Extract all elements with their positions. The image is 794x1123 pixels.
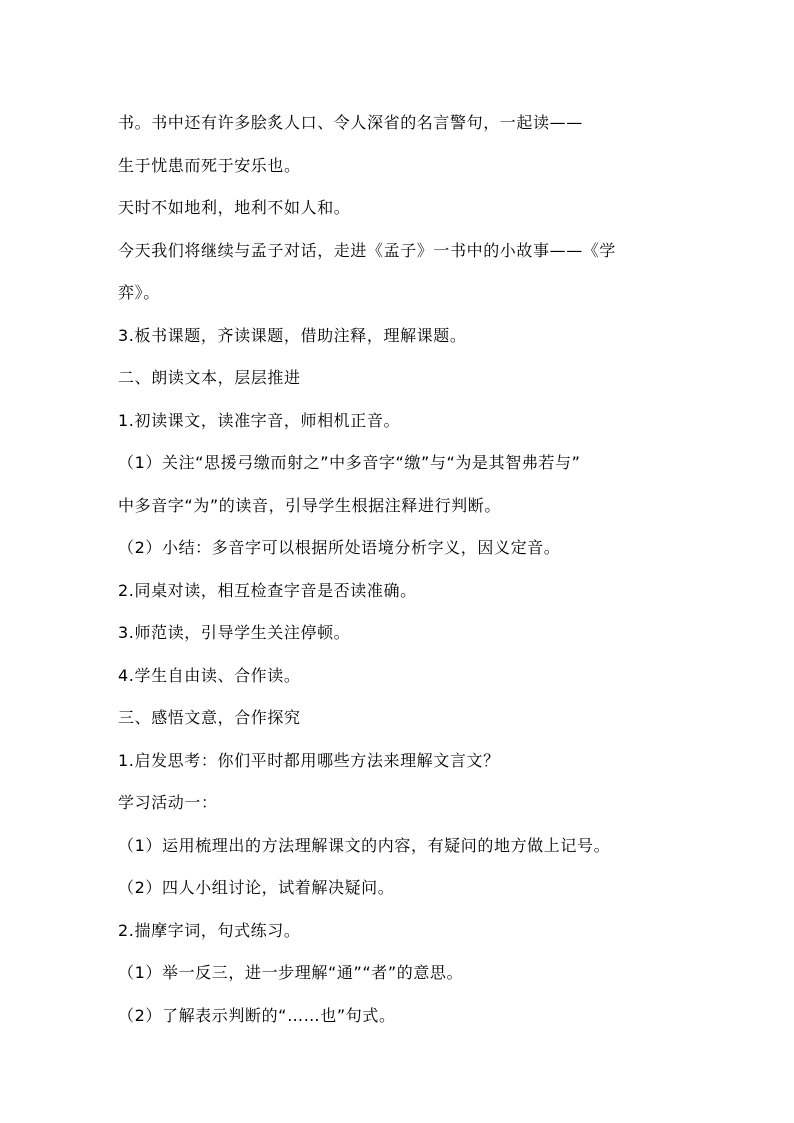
text-line: 书。书中还有许多脍炙人口、令人深省的名言警句，一起读—— (118, 113, 583, 132)
sub-step: （2）四人小组讨论，试着解决疑问。 (118, 878, 395, 897)
activity-heading: 学习活动一： (118, 793, 218, 812)
text-line: 生于忧患而死于安乐也。 (118, 155, 301, 175)
numbered-step: 1.初读课文，读准字音，师相机正音。 (118, 410, 401, 430)
numbered-step: 4.学生自由读、合作读。 (118, 665, 301, 685)
sub-step: （1）运用梳理出的方法理解课文的内容，有疑问的地方做上记号。 (118, 835, 611, 855)
numbered-step: 3.板书课题，齐读课题，借助注释，理解课题。 (118, 325, 467, 345)
document-body (118, 102, 678, 1037)
sub-step: （2）小结：多音字可以根据所处语境分析字义，因义定音。 (118, 538, 561, 557)
sub-step: （2）了解表示判断的“……也”句式。 (118, 1005, 396, 1025)
sub-step: （1）关注“思援弓缴而射之”中多音字“缴”与“为是其智弗若与” (118, 453, 581, 472)
text-line: 天时不如地利，地利不如人和。 (118, 198, 351, 217)
numbered-step: 2.同桌对读，相互检查字音是否读准确。 (118, 580, 417, 600)
text-line: 今天我们将继续与孟子对话，走进《孟子》一书中的小故事——《学 (118, 240, 617, 260)
text-line: 弈》。 (118, 283, 160, 302)
section-heading: 二、朗读文本，层层推进 (118, 368, 301, 387)
sub-step: （1）举一反三，进一步理解“通”“者”的意思。 (118, 963, 464, 982)
numbered-step: 1.启发思考：你们平时都用哪些方法来理解文言文？ (118, 750, 500, 770)
text-line: 中多音字“为”的读音，引导学生根据注释进行判断。 (118, 495, 501, 515)
numbered-step: 2.揣摩字词，句式练习。 (118, 920, 301, 940)
numbered-step: 3.师范读，引导学生关注停顿。 (118, 623, 351, 642)
section-heading: 三、感悟文意，合作探究 (118, 708, 301, 727)
